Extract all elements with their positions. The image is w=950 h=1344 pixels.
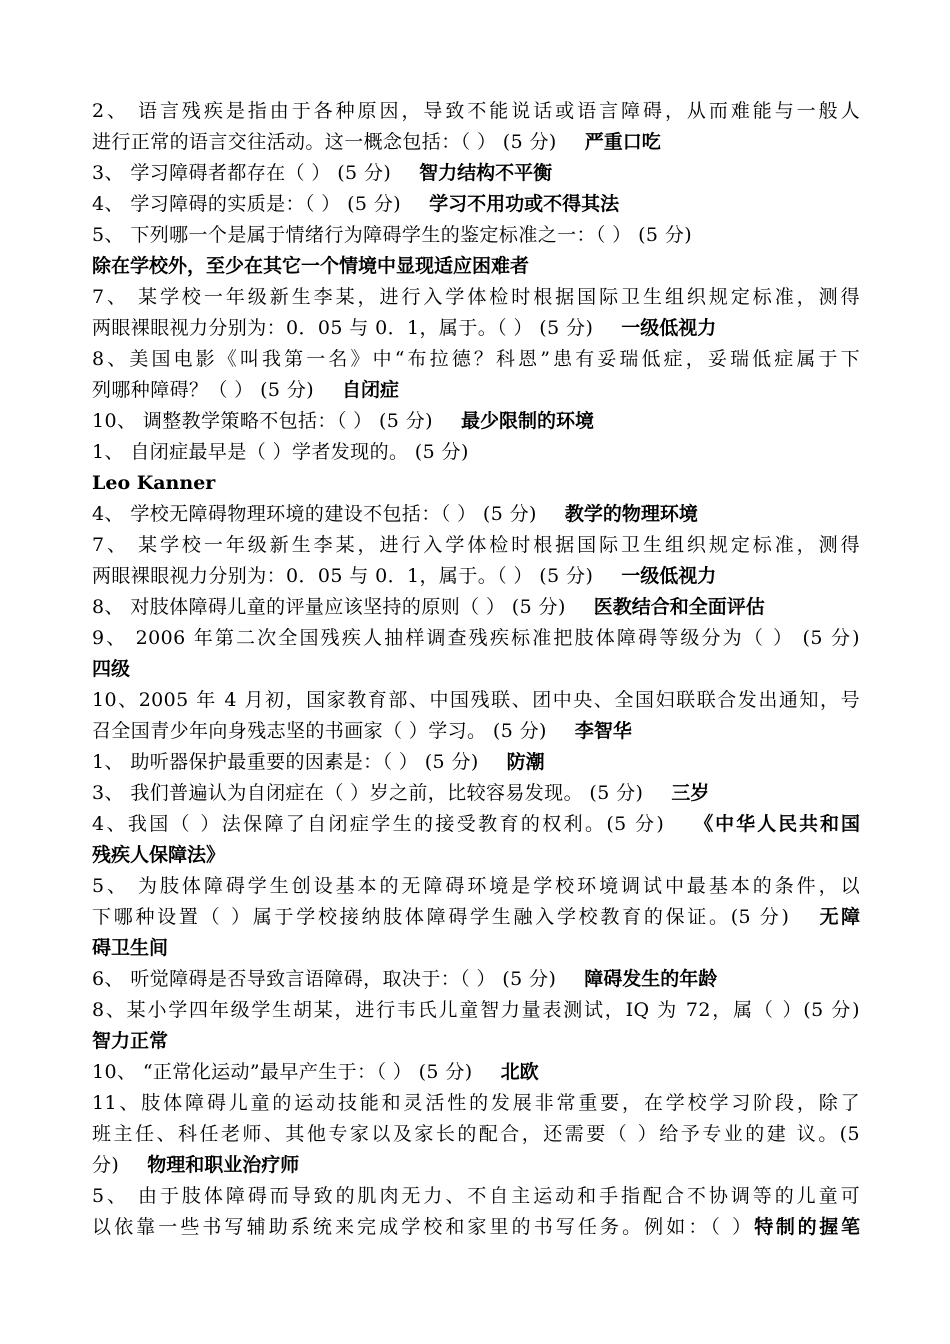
question-list: [92, 96, 860, 1243]
question-text: 4、 学习障碍的实质是：（ ） (5 分): [92, 193, 402, 215]
question-line: [92, 902, 860, 933]
answer-text: 三岁: [671, 782, 710, 804]
answer-text: 智力正常: [92, 1030, 169, 1052]
question-text: 两眼裸眼视力分别为：0．05 与 0．1，属于。（ ） (5 分): [92, 565, 594, 587]
answer-text: 防潮: [506, 751, 545, 773]
answer-text: 一级低视力: [621, 565, 717, 587]
question-line: [92, 623, 860, 654]
question-line: [92, 592, 860, 623]
question-line: [92, 437, 860, 468]
answer-line: [92, 840, 860, 871]
question-line: [92, 530, 860, 561]
answer-text: 李智华: [574, 720, 632, 742]
answer-text: 除在学校外，至少在其它一个情境中显现适应困难者: [92, 255, 530, 277]
question-line: [92, 158, 860, 189]
question-text: 10、2005 年 4 月初，国家教育部、中国残联、团中央、全国妇联联合发出通知，号: [92, 689, 860, 711]
question-text: 3、 学习障碍者都存在（ ） (5 分): [92, 162, 392, 184]
question-line: [92, 96, 860, 127]
question-text: 下哪种设置（ ）属于学校接纳肢体障碍学生融入学校教育的保证。(5 分): [92, 906, 790, 928]
question-text: 召全国青少年向身残志坚的书画家（ ）学习。 (5 分): [92, 720, 547, 742]
answer-line: [92, 251, 860, 282]
question-line: [92, 220, 860, 251]
answer-text: 残疾人保障法》: [92, 844, 226, 866]
question-text: 8、 对肢体障碍儿童的评量应该坚持的原则（ ） (5 分): [92, 596, 566, 618]
question-text: 8、某小学四年级学生胡某，进行韦氏儿童智力量表测试，IQ 为 72，属（ ）(5 分): [92, 999, 860, 1021]
question-line: [92, 685, 860, 716]
question-text: 分): [92, 1154, 120, 1176]
question-line: [92, 716, 860, 747]
question-text: 4、我国（ ）法保障了自闭症学生的接受教育的权利。(5 分): [92, 813, 665, 835]
question-line: [92, 1119, 860, 1150]
question-text: 9、 2006 年第二次全国残疾人抽样调查残疾标准把肢体障碍等级分为（ ） (5 分): [92, 627, 860, 649]
answer-text: 最少限制的环境: [460, 410, 594, 432]
answer-text: 医教结合和全面评估: [593, 596, 765, 618]
question-text: 7、 某学校一年级新生李某，进行入学体检时根据国际卫生组织规定标准，测得: [92, 534, 860, 556]
question-line: [92, 127, 860, 158]
answer-line: [92, 468, 860, 499]
question-line: [92, 871, 860, 902]
question-text: 10、 调整教学策略不包括：（ ） (5 分): [92, 410, 433, 432]
question-line: [92, 406, 860, 437]
question-line: [92, 1181, 860, 1212]
answer-text: 一级低视力: [621, 317, 717, 339]
question-text: 5、 为肢体障碍学生创设基本的无障碍环境是学校环境调试中最基本的条件，以: [92, 875, 860, 897]
answer-text: 物理和职业治疗师: [147, 1154, 300, 1176]
answer-line: [92, 654, 860, 685]
question-text: 10、 “正常化运动”最早产生于：（ ） (5 分): [92, 1061, 473, 1083]
answer-text: 北欧: [500, 1061, 539, 1083]
answer-line: [92, 1026, 860, 1057]
question-text: 3、 我们普遍认为自闭症在（ ）岁之前，比较容易发现。 (5 分): [92, 782, 644, 804]
question-line: [92, 995, 860, 1026]
question-line: [92, 1150, 860, 1181]
question-text: 1、 自闭症最早是（ ）学者发现的。 (5 分): [92, 441, 469, 463]
question-line: [92, 1057, 860, 1088]
answer-text: Leo Kanner: [92, 472, 216, 494]
question-text: 以依靠一些书写辅助系统来完成学校和家里的书写任务。例如：（ ）: [92, 1216, 755, 1238]
question-text: 5、 下列哪一个是属于情绪行为障碍学生的鉴定标准之一：（ ） (5 分): [92, 224, 693, 246]
question-text: 两眼裸眼视力分别为：0．05 与 0．1，属于。（ ） (5 分): [92, 317, 594, 339]
question-text: 6、 听觉障碍是否导致言语障碍，取决于：（ ） (5 分): [92, 968, 557, 990]
question-text: 5、 由于肢体障碍而导致的肌肉无力、不自主运动和手指配合不协调等的儿童可: [92, 1185, 860, 1207]
question-text: 进行正常的语言交往活动。这一概念包括：（ ） (5 分): [92, 131, 557, 153]
answer-text: 学习不用功或不得其法: [429, 193, 620, 215]
answer-text: 特制的握笔: [754, 1216, 860, 1238]
question-line: [92, 964, 860, 995]
question-text: 2、 语言残疾是指由于各种原因，导致不能说话或语言障碍，从而难能与一般人: [92, 100, 860, 122]
answer-text: 自闭症: [342, 379, 400, 401]
question-line: [92, 344, 860, 375]
question-line: [92, 747, 860, 778]
answer-text: 四级: [92, 658, 131, 680]
question-text: 4、 学校无障碍物理环境的建设不包括：（ ） (5 分): [92, 503, 537, 525]
question-text: 列哪种障碍？（ ） (5 分): [92, 379, 315, 401]
question-line: [92, 1088, 860, 1119]
answer-line: [92, 933, 860, 964]
answer-text: 严重口吃: [584, 131, 661, 153]
question-line: [92, 561, 860, 592]
answer-text: 无障: [817, 906, 860, 928]
question-line: [92, 499, 860, 530]
question-line: [92, 375, 860, 406]
question-line: [92, 809, 860, 840]
question-line: [92, 313, 860, 344]
question-text: 8、美国电影《叫我第一名》中“布拉德？科恩”患有妥瑞低症，妥瑞低症属于下: [92, 348, 860, 370]
question-text: 7、 某学校一年级新生李某，进行入学体检时根据国际卫生组织规定标准，测得: [92, 286, 860, 308]
question-line: [92, 1212, 860, 1243]
question-text: 班主任、科任老师、其他专家以及家长的配合，还需要（ ）给予专业的建 议。(5: [92, 1123, 860, 1145]
question-line: [92, 282, 860, 313]
answer-text: 教学的物理环境: [564, 503, 698, 525]
question-text: 1、 助听器保护最重要的因素是：（ ） (5 分): [92, 751, 479, 773]
answer-text: 《中华人民共和国: [692, 813, 860, 835]
answer-text: 智力结构不平衡: [419, 162, 553, 184]
question-text: 11、肢体障碍儿童的运动技能和灵活性的发展非常重要，在学校学习阶段，除了: [92, 1092, 860, 1114]
question-line: [92, 189, 860, 220]
answer-text: 障碍发生的年龄: [584, 968, 718, 990]
answer-text: 碍卫生间: [92, 937, 169, 959]
question-line: [92, 778, 860, 809]
